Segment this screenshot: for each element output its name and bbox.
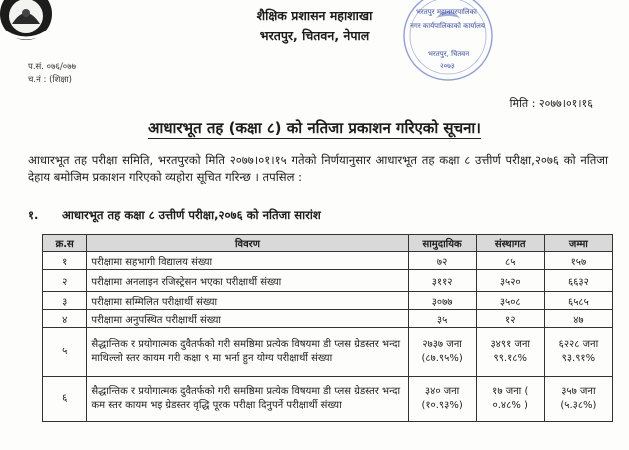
row-description: परीक्षामा सहभागी विद्यालय संख्या: [87, 252, 408, 270]
row-total: ६६३२: [544, 270, 612, 292]
row-sn: ५: [43, 328, 87, 377]
section-heading: [28, 208, 321, 223]
stamp-line-2: नगर कार्यपालिकाको कार्यालय: [410, 22, 485, 30]
row-description: परीक्षामा अनुपस्थित परीक्षार्थी संख्या: [87, 310, 408, 328]
col-header-total: जम्मा: [544, 235, 612, 252]
stamp-line-3: भरतपुर, चितवन: [428, 50, 470, 58]
row-sn: ४: [43, 310, 87, 328]
letter-number: प.सं. ०७६/०७७: [28, 62, 77, 72]
col-header-description: विवरण: [87, 235, 408, 252]
row-institutional: ३५०८: [476, 292, 544, 310]
notice-title-wrap: [0, 118, 629, 138]
table-row: [43, 310, 613, 328]
row-sn: १: [43, 252, 87, 270]
row-sn: २: [43, 270, 87, 292]
table-row: [43, 270, 613, 292]
row-institutional: १२: [476, 310, 544, 328]
row-institutional: ३५२०: [476, 270, 544, 292]
notice-date: मिति : २०७७।०१।१६: [509, 97, 593, 110]
col-header-sn: क्र.स: [43, 235, 87, 252]
letterhead: [0, 6, 629, 46]
table-row: [43, 252, 613, 270]
row-community: २७३७ जना (८७.९५%): [408, 328, 476, 377]
office-address: भरतपुर, चितवन, नेपाल: [259, 28, 370, 43]
row-sn: ६: [43, 377, 87, 422]
col-header-institutional: संस्थागत: [476, 235, 544, 252]
row-total: ४७: [544, 310, 612, 328]
table-row: [43, 292, 613, 310]
row-community: ७२: [408, 252, 476, 270]
row-institutional: ८५: [476, 252, 544, 270]
section-title: आधारभूत तह कक्षा ८ उत्तीर्ण परीक्षा,२०७६ को नतिजा सारांश: [62, 208, 321, 222]
row-description: परीक्षामा सम्मिलित परीक्षार्थी संख्या: [87, 292, 408, 310]
table-row: [43, 328, 613, 377]
row-description: सैद्धान्तिक र प्रयोगात्मक दुवैतर्फको गरी समष्ठिमा प्रत्येक विषयमा डी प्लस ग्रेडस्तर भन्दा कम स्तर कायम भइ ग्रेडस्तर वृद्धि पूरक परीक्षा दिनुपर्ने परीक्षार्थी संख्या: [87, 377, 408, 422]
stamp-line-1: भरतपुर महानगरपालिका: [416, 8, 477, 16]
dispatch-number: च.नं : (शिक्षा): [28, 75, 72, 85]
row-community: ३०७७: [408, 292, 476, 310]
row-institutional: ३४९१ जना ९९.१८%: [476, 328, 544, 377]
row-institutional: १७ जना ( ०.४८% ): [476, 377, 544, 422]
notice-body: आधारभूत तह परीक्षा समिति, भरतपुरको मिति २०७७।०१।१५ गतेको निर्णयानुसार आधारभूत तह कक्षा ८ उत्तीर्ण परीक्षा,२०७६ को नतिजा देहाय बमोजिम प्रकाशन गरिएको व्यहोरा सूचित गरिन्छ । तपसिल :: [28, 153, 608, 184]
row-community: ३४० जना (१०.९३%): [408, 377, 476, 422]
row-community: ३५: [408, 310, 476, 328]
office-name: शैक्षिक प्रशासन महाशाखा: [256, 8, 373, 23]
row-total: ६५८५: [544, 292, 612, 310]
row-total: १५७: [544, 252, 612, 270]
row-community: ३११२: [408, 270, 476, 292]
section-number: १.: [28, 208, 39, 222]
row-description: परीक्षामा अनलाइन रजिस्ट्रेसन भएका परीक्षार्थी संख्या: [87, 270, 408, 292]
table-header-row: [43, 235, 613, 252]
col-header-community: सामुदायिक: [408, 235, 476, 252]
row-sn: ३: [43, 292, 87, 310]
row-description: सैद्धान्तिक र प्रयोगात्मक दुवैतर्फको गरी समष्ठिमा प्रत्येक विषयमा डी प्लस ग्रेडस्तर भन्दा माथिल्लो स्तर कायम गरी कक्षा ९ मा भर्ना हुन योग्य परीक्षार्थी संख्या: [87, 328, 408, 377]
results-summary-table: [42, 234, 613, 422]
stamp-line-4: २०७३: [440, 62, 455, 70]
row-total: ३५७ जना (५.३८%): [544, 377, 612, 422]
notice-title: आधारभूत तह (कक्षा ८) को नतिजा प्रकाशन गरिएको सूचना।: [147, 119, 481, 137]
reference-block: [28, 61, 76, 87]
table-row: [43, 377, 613, 422]
row-total: ६२२८ जना ९३.९१%: [544, 328, 612, 377]
